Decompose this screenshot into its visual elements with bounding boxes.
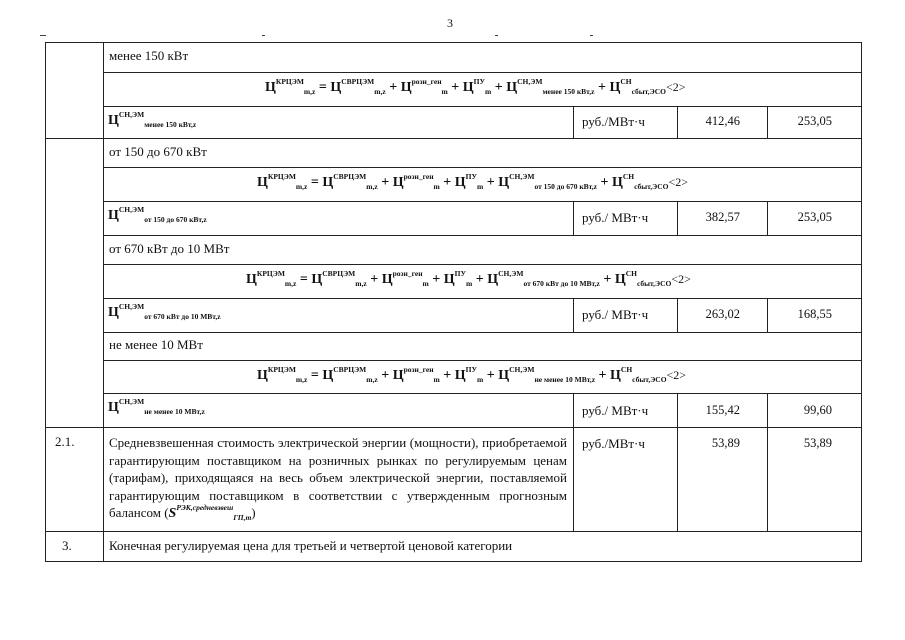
col-divider — [573, 393, 574, 427]
value-cell: 253,05 — [797, 210, 832, 224]
row-line — [45, 42, 862, 43]
price-formula: $Ц^{КРЦЭМ}_{m,z} = Ц^{СВРЦЭМ}_{m,z} + Ц^{розн\_ген}_m + Ц^{ПУ}_m + Ц^{СН,ЭМ}_{не менее 10 МВт,z} + Ц^{СН}_{сбыт,ЭСО}<2>$ — [257, 365, 687, 384]
row-line — [103, 167, 862, 168]
price-formula: $Ц^{КРЦЭМ}_{m,z} = Ц^{СВРЦЭМ}_{m,z} + Ц^{розн\_ген}_m + Ц^{ПУ}_m + Ц^{СН,ЭМ}_{от 670 кВт до 10 МВт,z} + Ц^{СН}_{сбыт,ЭСО}<2>$ — [246, 269, 691, 288]
table-border-right — [861, 42, 862, 562]
unit-label: руб./ МВт·ч — [582, 210, 649, 225]
col-divider — [573, 201, 574, 235]
value-cell: 53,89 — [711, 436, 740, 450]
value-cell: 253,05 — [797, 114, 832, 128]
row-number: 2.1. — [55, 434, 75, 449]
col-divider — [677, 298, 678, 332]
value-cell: 168,55 — [797, 307, 832, 321]
section-heading: от 150 до 670 кВт — [109, 144, 207, 159]
row-line — [103, 235, 862, 236]
unit-label: руб./МВт·ч — [582, 436, 645, 451]
section-heading: не менее 10 МВт — [109, 337, 203, 352]
section-heading: менее 150 кВт — [109, 48, 189, 63]
price-formula: $Ц^{КРЦЭМ}_{m,z} = Ц^{СВРЦЭМ}_{m,z} + Ц^{розн\_ген}_m + Ц^{ПУ}_m + Ц^{СН,ЭМ}_{менее 150 кВт,z} + Ц^{СН}_{сбыт,ЭСО}<2>$ — [265, 77, 686, 96]
unit-label: руб./МВт·ч — [582, 114, 645, 129]
col-divider — [677, 427, 678, 531]
col-divider — [767, 298, 768, 332]
row-line — [103, 72, 862, 73]
row-line — [103, 360, 862, 361]
scan-mark — [40, 35, 46, 36]
row-line — [45, 531, 862, 532]
col-divider — [767, 106, 768, 138]
table-col-divider — [103, 42, 104, 562]
scan-mark — [590, 35, 593, 36]
unit-label: руб./ МВт·ч — [582, 403, 649, 418]
price-symbol: $Ц^{СН,ЭМ}_{менее 150 кВт,z}$ — [108, 110, 197, 129]
unit-label: руб./ МВт·ч — [582, 307, 649, 322]
col-divider — [573, 298, 574, 332]
row-line — [45, 561, 862, 562]
section-heading: от 670 кВт до 10 МВт — [109, 241, 230, 256]
row-line — [103, 393, 862, 394]
value-cell: 155,42 — [705, 403, 740, 417]
scan-mark — [495, 35, 498, 36]
col-divider — [573, 106, 574, 138]
price-formula: $Ц^{КРЦЭМ}_{m,z} = Ц^{СВРЦЭМ}_{m,z} + Ц^{розн\_ген}_m + Ц^{ПУ}_m + Ц^{СН,ЭМ}_{от 150 до 670 кВт,z} + Ц^{СН}_{сбыт,ЭСО}<2>$ — [257, 172, 688, 191]
price-symbol: $Ц^{СН,ЭМ}_{от 670 кВт до 10 МВт,z}$ — [108, 302, 221, 321]
row-line — [103, 264, 862, 265]
price-symbol: $Ц^{СН,ЭМ}_{не менее 10 МВт,z}$ — [108, 397, 205, 416]
table-border-left — [45, 42, 46, 562]
col-divider — [767, 201, 768, 235]
page-number: 3 — [447, 16, 453, 30]
scan-mark — [262, 35, 265, 36]
col-divider — [767, 393, 768, 427]
col-divider — [573, 427, 574, 531]
price-symbol: $Ц^{СН,ЭМ}_{от 150 до 670 кВт,z}$ — [108, 205, 207, 224]
value-cell: 382,57 — [705, 210, 740, 224]
row-line — [103, 201, 862, 202]
col-divider — [767, 427, 768, 531]
value-cell: 412,46 — [705, 114, 740, 128]
row-line — [103, 332, 862, 333]
row-line — [103, 106, 862, 107]
value-cell: 53,89 — [803, 436, 832, 450]
row-number: 3. — [62, 538, 72, 553]
row-line — [45, 427, 862, 428]
row-line — [103, 298, 862, 299]
col-divider — [677, 393, 678, 427]
value-cell: 99,60 — [803, 403, 832, 417]
col-divider — [677, 201, 678, 235]
row-description: Средневзвешенная стоимость электрической энергии (мощности), приобретаемой гарантирующим поставщиком на розничных рынках по регулируемым ценам (тарифам), приходящаяся на весь объем электрической энергии, поставляемой гарантирующим поставщиком в соответствии с утвержденным прогнозным балансом $(S^{РЭК,средневзвеш}_{ГП,m})$ — [109, 435, 567, 522]
row-line — [45, 138, 862, 139]
row-description: Конечная регулируемая цена для третьей и четвертой ценовой категории — [109, 538, 513, 553]
col-divider — [677, 106, 678, 138]
value-cell: 263,02 — [705, 307, 740, 321]
